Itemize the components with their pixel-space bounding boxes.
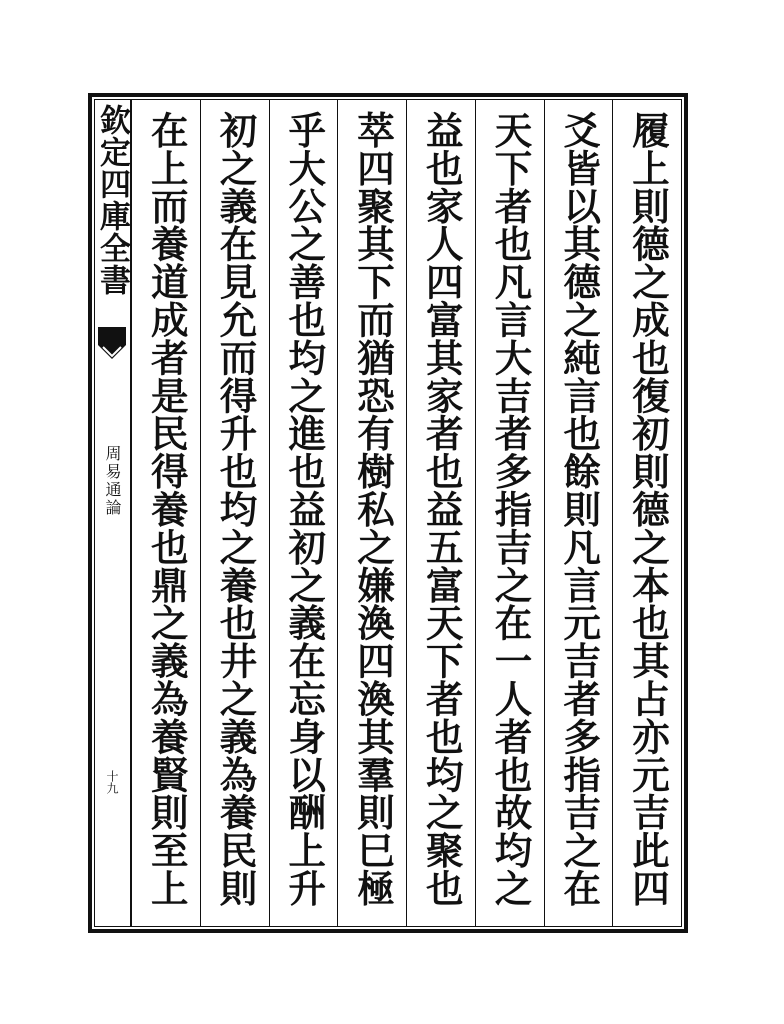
text-column: 萃四聚其下而猶恐有樹私之嫌渙四渙其羣則巳極 — [351, 111, 395, 907]
text-column: 益也家人四富其家者也益五富天下者也均之聚也 — [419, 111, 464, 907]
text-column: 乎大公之善也均之進也益初之義在忘身以酬上升 — [282, 111, 327, 907]
text-column: 履上則德之成也復初則德之本也其占亦元吉此四 — [626, 111, 670, 907]
book-title: 欽定四庫全書 — [94, 104, 130, 296]
text-column: 爻皆以其德之純言也餘則凡言元吉者多指吉之在 — [557, 111, 602, 907]
page-number: 十九 — [105, 770, 119, 794]
fish-tail-icon — [97, 325, 127, 369]
text-column: 在上而養道成者是民得養也鼎之義為養賢則至上 — [144, 111, 189, 907]
text-body — [132, 99, 682, 927]
text-column: 初之義在見允而得升也均之養也井之義為養民則 — [213, 111, 258, 907]
text-column: 天下者也凡言大吉者多指吉之在一人者也故均之 — [488, 111, 533, 907]
section-name: 周易通論 — [103, 445, 122, 517]
